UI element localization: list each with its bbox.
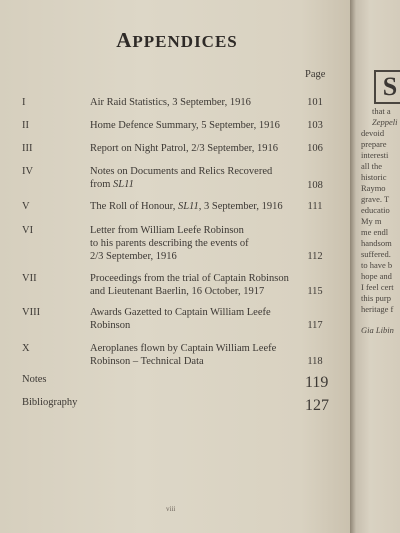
right-page-line: interesti <box>361 150 389 160</box>
appendix-title <box>90 272 290 298</box>
appendix-title <box>90 142 290 155</box>
appendix-title-line: 2/3 September, 1916 <box>90 251 177 262</box>
appendix-title-line: Robinson <box>90 320 131 331</box>
right-page-line: hope and <box>361 271 392 281</box>
notes-page: 119 <box>305 374 329 391</box>
right-page-line: me endl <box>361 227 389 237</box>
right-page-line: prepare <box>361 139 387 149</box>
right-page-line: Gia Libin <box>361 325 394 335</box>
bibliography-label: Bibliography <box>22 397 78 408</box>
appendix-page: 118 <box>307 356 323 367</box>
appendix-page: 117 <box>307 320 323 331</box>
appendix-number: II <box>22 120 29 131</box>
appendix-title-line: Awards Gazetted to Captain William Leefe <box>90 307 271 318</box>
appendix-title <box>90 119 290 132</box>
appendix-number: X <box>22 343 30 354</box>
right-page-line: educatio <box>361 205 390 215</box>
appendix-title-line: Aeroplanes flown by Captain William Leefe <box>90 343 277 354</box>
page-title <box>0 28 354 53</box>
appendix-page: 108 <box>307 180 323 191</box>
appendix-title <box>90 165 290 191</box>
right-page-line: grave. T <box>361 194 390 204</box>
appendix-number: III <box>22 143 33 154</box>
appendix-title-line: Air Raid Statistics, 3 September, 1916 <box>90 97 251 108</box>
notes-label: Notes <box>22 374 47 385</box>
appendix-page: 112 <box>307 251 323 262</box>
right-page-line: that a <box>372 106 391 116</box>
appendix-title <box>90 224 290 263</box>
appendix-page: 106 <box>307 143 323 154</box>
appendix-page: 115 <box>307 286 323 297</box>
drop-cap: S <box>374 70 400 104</box>
appendix-page: 103 <box>307 120 323 131</box>
appendix-number: VI <box>22 225 34 236</box>
appendix-number: I <box>22 97 26 108</box>
right-page-line: historic <box>361 172 387 182</box>
appendix-title-line: to his parents describing the events of <box>90 238 249 249</box>
right-page-line: My m <box>361 216 382 226</box>
title-initial: A <box>116 28 133 52</box>
appendix-title-line: Robinson – Technical Data <box>90 356 204 367</box>
right-page-line: to have b <box>361 260 393 270</box>
right-page-line: Zeppeli <box>372 117 398 127</box>
title-rest: PPENDICES <box>132 32 238 51</box>
appendix-number: VIII <box>22 307 41 318</box>
bibliography-page: 127 <box>305 397 329 414</box>
right-page-line: handsom <box>361 238 392 248</box>
appendix-title-line: from SL11 <box>90 179 134 190</box>
appendix-title-line: The Roll of Honour, SL11, 3 September, 1916 <box>90 201 283 212</box>
right-page-line: this purp <box>361 293 391 303</box>
appendix-number: VII <box>22 273 37 284</box>
appendix-page: 111 <box>307 201 323 212</box>
page-number-footer: viii <box>166 505 176 513</box>
appendix-number: IV <box>22 166 34 177</box>
appendix-title <box>90 306 290 332</box>
right-page-line: all the <box>361 161 383 171</box>
right-page-line: heritage f <box>361 304 394 314</box>
appendix-title-line: Home Defence Summary, 5 September, 1916 <box>90 120 280 131</box>
right-page-line: devoid <box>361 128 385 138</box>
appendix-title <box>90 342 290 368</box>
right-page-line: suffered. <box>361 249 391 259</box>
appendix-title-line: Letter from William Leefe Robinson <box>90 225 244 236</box>
appendix-title-line: Notes on Documents and Relics Recovered <box>90 166 273 177</box>
page-column-header: Page <box>305 69 326 80</box>
appendix-title <box>90 200 290 213</box>
appendix-title-line: and Lieutenant Baerlin, 16 October, 1917 <box>90 286 265 297</box>
appendix-title <box>90 96 290 109</box>
right-page-line: Raymo <box>361 183 386 193</box>
appendix-page: 101 <box>307 97 323 108</box>
appendix-title-line: Proceedings from the trial of Captain Robinson <box>90 273 289 284</box>
appendix-title-line: Report on Night Patrol, 2/3 September, 1916 <box>90 143 278 154</box>
right-page-line: I feel cert <box>361 282 394 292</box>
appendix-number: V <box>22 201 30 212</box>
